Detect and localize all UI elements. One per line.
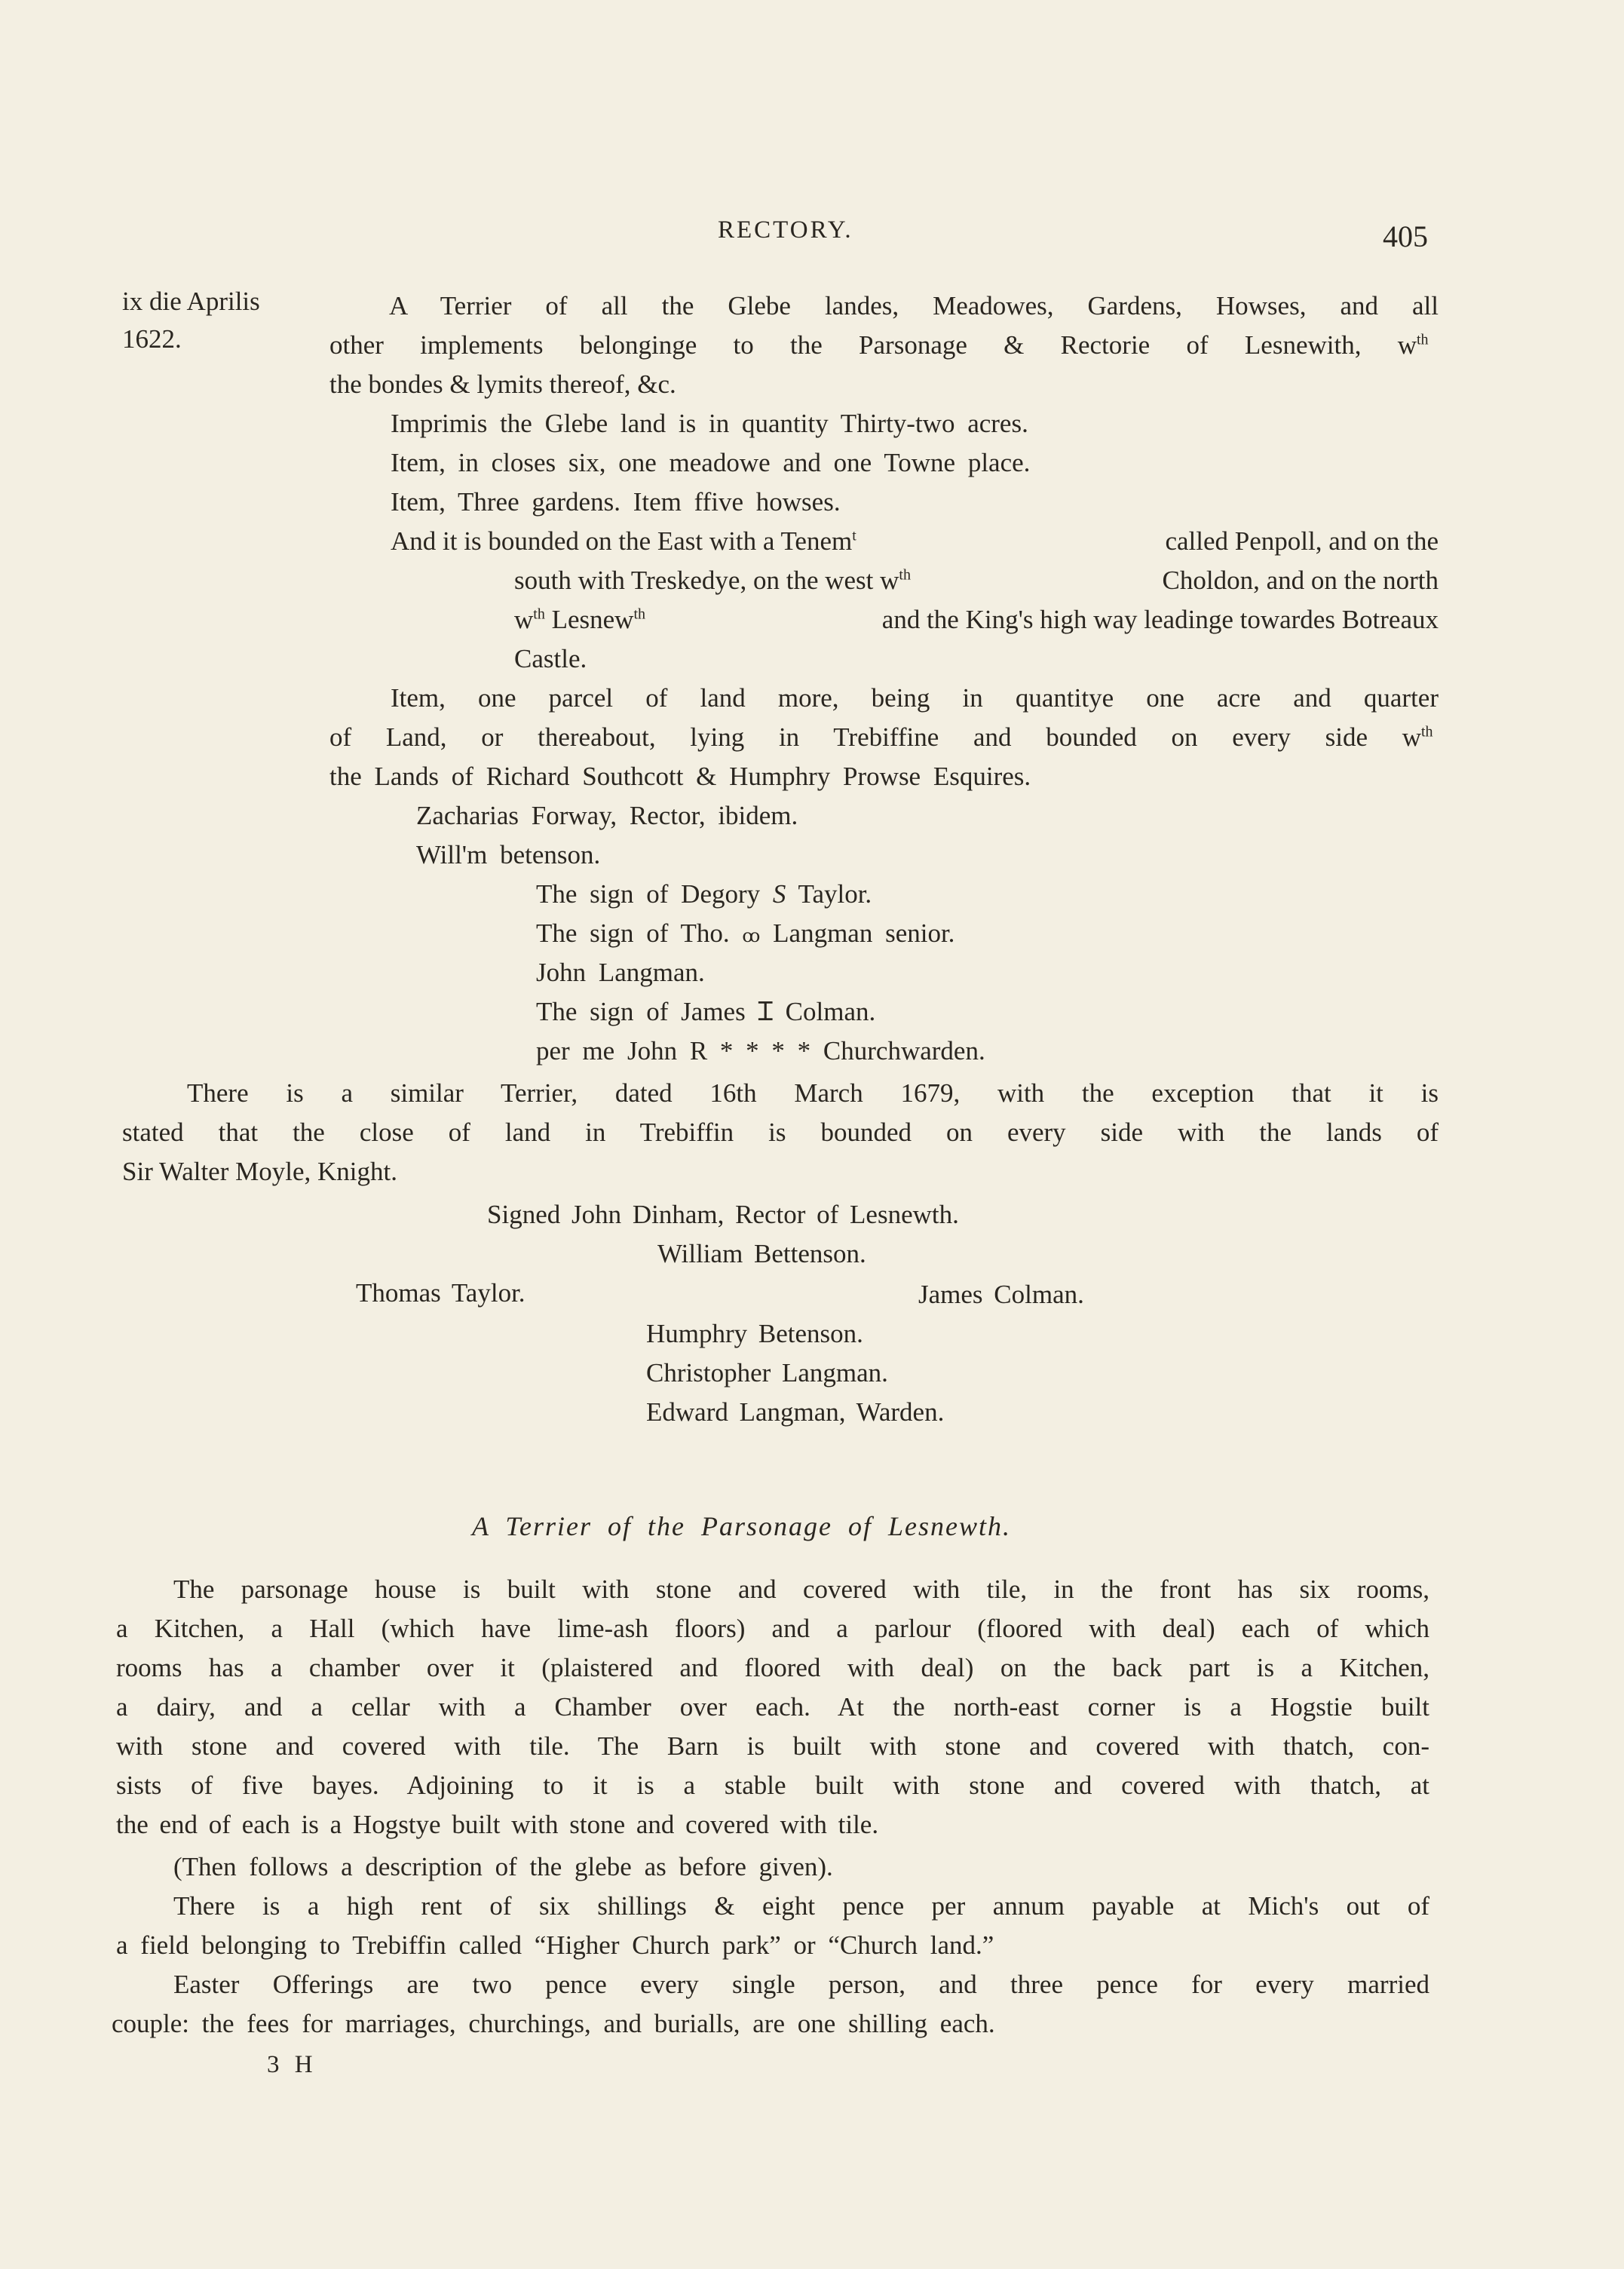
james-mark-icon: Ɪ: [758, 997, 773, 1026]
parsonage-heading: A Terrier of the Parsonage of Lesnewth.: [472, 1511, 1012, 1541]
bounds-text-d: Choldon, and on the north: [1162, 566, 1439, 595]
bounds-line-3: [514, 600, 1439, 639]
terrier-intro-line-3: the bondes & lymits thereof, &c.: [329, 369, 676, 399]
tho-mark-icon: ꝏ: [742, 927, 761, 946]
bounds-text-f: and the King's high way leadinge towardes Botreaux: [881, 605, 1439, 634]
signature-mark: 3 H: [267, 2051, 317, 2078]
signer-humphry: Humphry Betenson.: [646, 1319, 863, 1348]
bounds-text-e: $w^{th}$ Lesnew$^{th}$: [514, 605, 646, 634]
terrier-intro-line-2: [329, 326, 1439, 365]
terrier-intro-line-1: A Terrier of all the Glebe landes, Meadowes, Gardens, Howses, and all: [389, 291, 1439, 320]
bounds-text-a: And it is bounded on the East with a Tenem$^t$: [391, 526, 856, 556]
signer-bettenson: William Bettenson.: [657, 1239, 866, 1268]
offerings-line-2: couple: the fees for marriages, churchings, and burialls, are one shilling each.: [112, 2009, 995, 2038]
signer-christopher: Christopher Langman.: [646, 1358, 888, 1387]
page-number: 405: [1383, 219, 1428, 253]
similar-terrier-line-3: Sir Walter Moyle, Knight.: [122, 1157, 397, 1186]
bounds-line-2: [514, 561, 1439, 600]
parsonage-line-1: The parsonage house is built with stone and covered with tile, in the front has six rooms,: [173, 1575, 1429, 1604]
rent-line-1: There is a high rent of six shillings & eight pence per annum payable at Mich's out of: [173, 1891, 1429, 1921]
parsonage-line-5: with stone and covered with tile. The Barn is built with stone and covered with thatch, con-: [116, 1731, 1429, 1761]
bounds-text-b: called Penpoll, and on the: [1165, 526, 1439, 556]
mark-james-colman: The sign of James Ɪ Colman.: [536, 997, 876, 1026]
similar-terrier-line-1: There is a similar Terrier, dated 16th March 1679, with the exception that it is: [187, 1078, 1439, 1108]
item-gardens: Item, Three gardens. Item ffive howses.: [391, 487, 841, 517]
mark-degory: The sign of Degory S Taylor.: [536, 879, 872, 909]
margin-year: 1622.: [122, 324, 182, 354]
parsonage-line-6: sists of five bayes. Adjoining to it is a stable built with stone and covered with thatch, at: [116, 1771, 1429, 1800]
mark-tho-langman: The sign of Tho. ꝏ Langman senior.: [536, 918, 955, 948]
margin-date: ix die Aprilis: [122, 287, 260, 316]
running-title: RECTORY.: [718, 216, 853, 244]
bounds-text-c: south with Treskedye, on the west $w^{th}$: [514, 566, 911, 595]
parsonage-line-3: rooms has a chamber over it (plaistered and floored with deal) on the back part is a Kitchen,: [116, 1653, 1429, 1682]
sup-th: th: [1417, 331, 1429, 348]
parcel-line-2: of Land, or thereabout, lying in Trebiffine and bounded on every side $w^{th}$: [329, 718, 1439, 757]
signer-dinham: Signed John Dinham, Rector of Lesnewth.: [487, 1200, 959, 1229]
bounds-line-4: Castle.: [514, 644, 587, 673]
john-langman: John Langman.: [536, 958, 705, 987]
churchwarden: per me John R * * * * Churchwarden.: [536, 1036, 985, 1066]
signer-taylor: Thomas Taylor.: [356, 1278, 526, 1308]
parsonage-line-7: the end of each is a Hogstye built with stone and covered with tile.: [116, 1810, 879, 1839]
intro-line-2-text: other implements belonginge to the Parsonage & Rectorie of Lesnewith, w: [329, 330, 1417, 360]
bounds-line-1: [391, 522, 1439, 561]
parcel-line-1: Item, one parcel of land more, being in quantitye one acre and quarter: [391, 683, 1439, 713]
signer-edward: Edward Langman, Warden.: [646, 1397, 945, 1427]
parsonage-line-2: a Kitchen, a Hall (which have lime-ash floors) and a parlour (floored with deal) each of which: [116, 1614, 1429, 1643]
parcel-line-2-text: of Land, or thereabout, lying in Trebiffine and bounded on every side w: [329, 722, 1421, 752]
then-follows: (Then follows a description of the glebe as before given).: [173, 1852, 833, 1881]
degory-mark-icon: S: [772, 879, 786, 909]
similar-terrier-line-2: stated that the close of land in Trebiffin is bounded on every side with the lands of: [122, 1118, 1439, 1147]
item-closes: Item, in closes six, one meadowe and one Towne place.: [391, 448, 1031, 477]
signer-colman: James Colman.: [918, 1280, 1084, 1309]
parsonage-line-4: a dairy, and a cellar with a Chamber over each. At the north-east corner is a Hogstie built: [116, 1692, 1429, 1722]
signature-betenson: Will'm betenson.: [416, 840, 601, 869]
item-glebe: Imprimis the Glebe land is in quantity Thirty-two acres.: [391, 409, 1028, 438]
rent-line-2: a field belonging to Trebiffin called “Higher Church park” or “Church land.”: [116, 1930, 994, 1960]
signature-rector: Zacharias Forway, Rector, ibidem.: [416, 801, 798, 830]
offerings-line-1: Easter Offerings are two pence every single person, and three pence for every married: [173, 1970, 1429, 1999]
parcel-line-3: the Lands of Richard Southcott & Humphry Prowse Esquires.: [329, 762, 1031, 791]
